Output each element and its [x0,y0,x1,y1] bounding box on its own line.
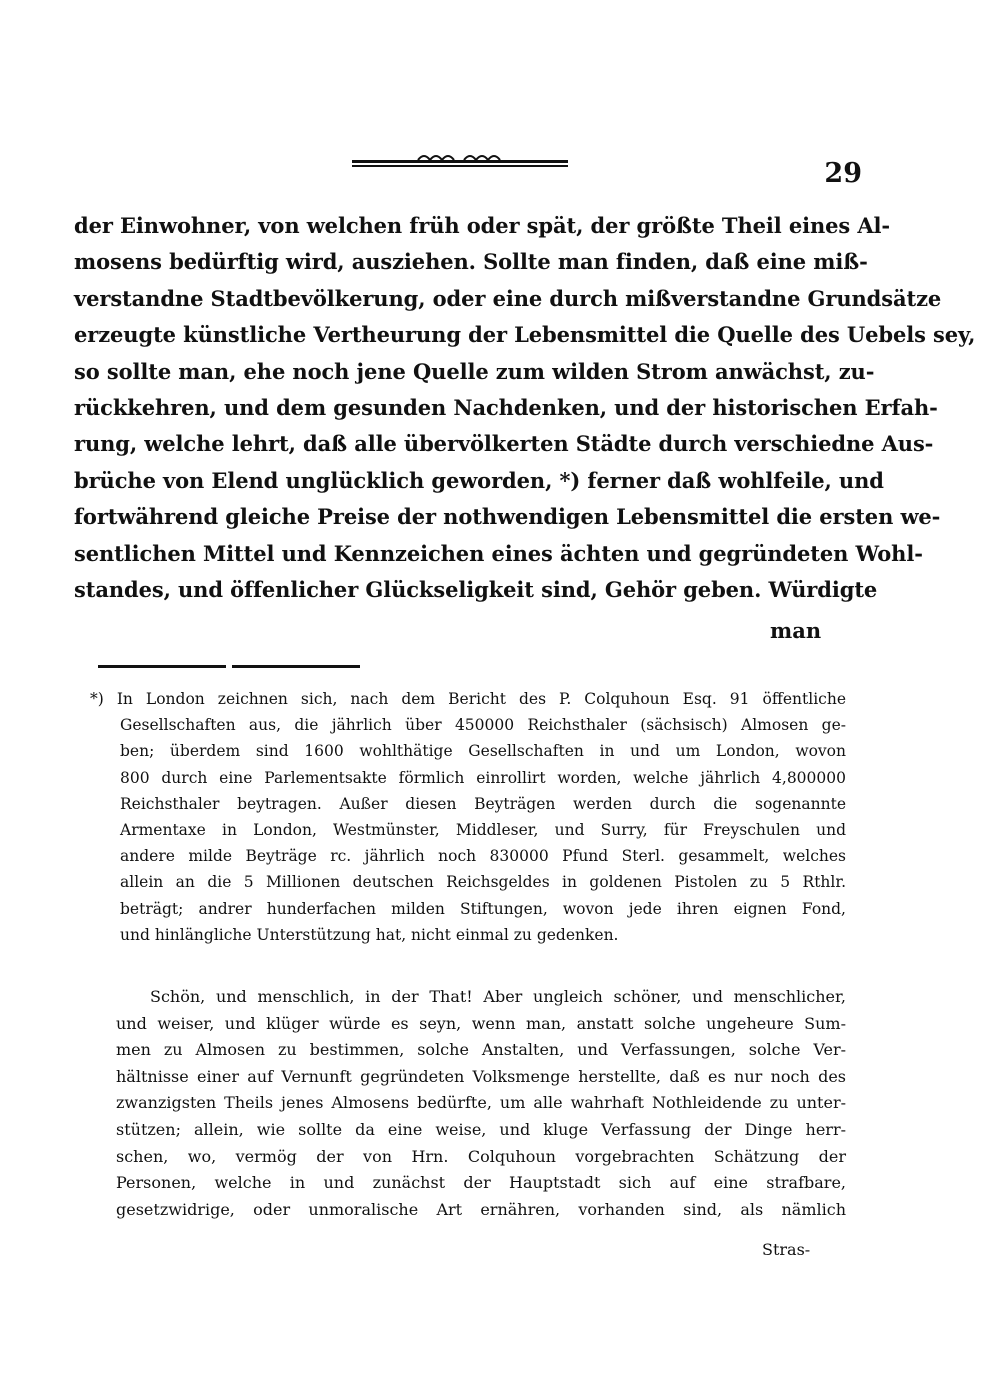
paragraph-line: gesetzwidrige, oder unmoralische Art ernähren, vorhanden sind, als nämlich [116,1199,846,1219]
paragraph-line: stützen; allein, wie sollte da eine weise, und kluge Verfassung der Dinge herr- [116,1119,846,1139]
text-line: verstandne Stadtbevölkerung, oder eine durch mißverstandne Grundsätze [74,285,942,311]
paragraph-line: schen, wo, vermög der von Hrn. Colquhoun vorgebrachten Schätzung der [116,1146,846,1166]
text-line: rückkehren, und dem gesunden Nachdenken, und der historischen Erfah- [74,394,938,420]
footnote-line: *) In London zeichnen sich, nach dem Bericht des P. Colquhoun Esq. 91 öffentliche [90,690,846,708]
footnote-line: Gesellschaften aus, die jährlich über 450000 Reichsthaler (sächsisch) Almosen ge- [120,716,846,735]
footnote-line: Reichsthaler beytragen. Außer diesen Beyträgen werden durch die sogenannte [120,794,846,813]
main-text [74,208,976,608]
paragraph-line: men zu Almosen zu bestimmen, solche Anstalten, und Verfassungen, solche Ver- [116,1040,846,1060]
footnote-line: 800 durch eine Parlementsakte förmlich einrollirt worden, welche jährlich 4,800000 [120,768,846,787]
footnote-separator [98,665,360,668]
paragraph-line: zwanzigsten Theils jenes Almosens bedürfte, um alle wahrhaft Nothleidende zu unter- [116,1093,846,1113]
text-line: sentlichen Mittel und Kennzeichen eines ächten und gegründeten Wohl- [74,540,923,566]
paragraph-line: Schön, und menschlich, in der That! Aber ungleich schöner, und menschlicher, [150,987,846,1006]
text-line: mosens bedürftig wird, ausziehen. Sollte man finden, daß eine miß- [74,249,868,275]
text-line: fortwährend gleiche Preise der nothwendigen Lebensmittel die ersten we- [74,504,941,530]
text-line: brüche von Elend unglücklich geworden, *) ferner daß wohlfeile, und [74,467,884,493]
footnote-line: Armentaxe in London, Westmünster, Middleser, und Surry, für Freyschulen und [120,820,846,839]
catchword: man [770,618,822,643]
footnote [90,686,846,948]
paragraph-line: Personen, welche in und zunächst der Hauptstadt sich auf eine strafbare, [116,1173,846,1193]
footnote-line: und hinlängliche Unterstützung hat, nicht einmal zu gedenken. [120,925,619,944]
footnote-line: ben; überdem sind 1600 wohlthätige Gesellschaften in und um London, wovon [120,742,846,761]
footnote-paragraph [116,984,846,1223]
footnote-line: allein an die 5 Millionen deutschen Reichsgeldes in goldenen Pistolen zu 5 Rthlr. [120,873,846,892]
page-number: 29 [824,158,862,189]
footnote-catchword: Stras- [762,1240,811,1259]
text-line: erzeugte künstliche Vertheurung der Lebensmittel die Quelle des Uebels sey, [74,322,976,348]
footnote-line: andere milde Beyträge rc. jährlich noch 830000 Pfund Sterl. gesammelt, welches [120,847,846,866]
header-ornament [352,150,568,174]
paragraph-line: und weiser, und klüger würde es seyn, wenn man, anstatt solche ungeheure Sum- [116,1013,846,1033]
text-line: so sollte man, ehe noch jene Quelle zum wilden Strom anwächst, zu- [74,358,875,384]
text-line: der Einwohner, von welchen früh oder spät, der größte Theil eines Al- [74,213,891,238]
text-line: standes, und öffenlicher Glückseligkeit sind, Gehör geben. Würdigte [74,576,878,602]
footnote-line: beträgt; andrer hunderfachen milden Stiftungen, wovon jede ihren eignen Fond, [120,899,846,918]
paragraph-line: hältnisse einer auf Vernunft gegründeten Volksmenge herstellte, daß es nur noch des [116,1066,846,1086]
text-line: rung, welche lehrt, daß alle übervölkerten Städte durch verschiedne Aus- [74,431,934,457]
